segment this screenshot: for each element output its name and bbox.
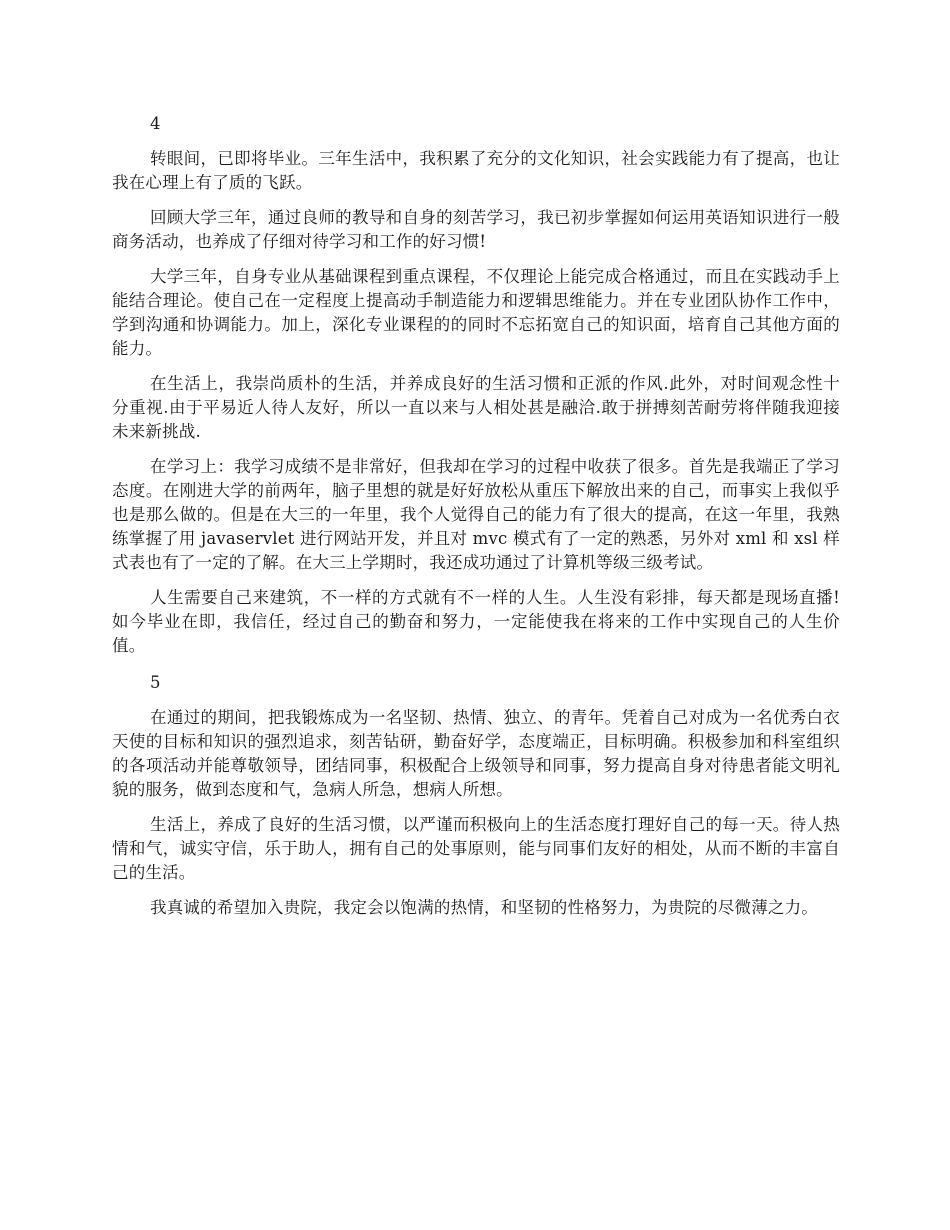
- paragraph: 在通过的期间，把我锻炼成为一名坚韧、热情、独立、的青年。凭着自己对成为一名优秀白衣天使的目标和知识的强烈追求，刻苦钻研，勤奋好学，态度端正，目标明确。积极参加和科室组织的各项活动并能尊敬领导，团结同事，积极配合上级领导和同事，努力提高自身对待患者能文明礼貌的服务，做到态度和气，急病人所急，想病人所想。: [112, 708, 840, 799]
- paragraph: 在学习上：我学习成绩不是非常好，但我却在学习的过程中收获了很多。首先是我端正了学习态度。在刚进大学的前两年，脑子里想的就是好好放松从重压下解放出来的自己，而事实上我似乎也是那么做的。但是在大三的一年里，我个人觉得自己的能力有了很大的提高，在这一年里，我熟练掌握了用 javaservlet 进行网站开发，并且对 mvc 模式有了一定的熟悉，另外对 xml 和 xsl 样式表也有了一定的了解。在大三上学期时，我还成功通过了计算机等级三级考试。: [112, 457, 840, 572]
- paragraph: 大学三年，自身专业从基础课程到重点课程，不仅理论上能完成合格通过，而且在实践动手上能结合理论。使自己在一定程度上提高动手制造能力和逻辑思维能力。并在专业团队协作工作中，学到沟通和协调能力。加上，深化专业课程的的同时不忘拓宽自己的知识面，培育自己其他方面的能力。: [112, 267, 840, 358]
- document-body: [112, 110, 840, 931]
- paragraph: 转眼间，已即将毕业。三年生活中，我积累了充分的文化知识，社会实践能力有了提高，也让我在心理上有了质的飞跃。: [112, 149, 840, 192]
- paragraph: 生活上，养成了良好的生活习惯，以严谨而积极向上的生活态度打理好自己的每一天。待人热情和气，诚实守信，乐于助人，拥有自己的处事原则，能与同事们友好的相处，从而不断的丰富自己的生活。: [112, 815, 840, 882]
- paragraph: 回顾大学三年，通过良师的教导和自身的刻苦学习，我已初步掌握如何运用英语知识进行一般商务活动，也养成了仔细对待学习和工作的好习惯!: [112, 208, 840, 251]
- paragraph: 在生活上，我崇尚质朴的生活，并养成良好的生活习惯和正派的作风.此外，对时间观念性十分重视.由于平易近人待人友好，所以一直以来与人相处甚是融洽.敢于拼搏刻苦耐劳将伴随我迎接未来新挑战.: [112, 374, 840, 441]
- section-number: 5: [150, 673, 161, 692]
- section-number: 4: [150, 114, 161, 133]
- paragraph: 我真诚的希望加入贵院，我定会以饱满的热情，和坚韧的性格努力，为贵院的尽微薄之力。: [150, 898, 818, 917]
- paragraph: 人生需要自己来建筑，不一样的方式就有不一样的人生。人生没有彩排，每天都是现场直播!如今毕业在即，我信任，经过自己的勤奋和努力，一定能使我在将来的工作中实现自己的人生价值。: [112, 588, 840, 655]
